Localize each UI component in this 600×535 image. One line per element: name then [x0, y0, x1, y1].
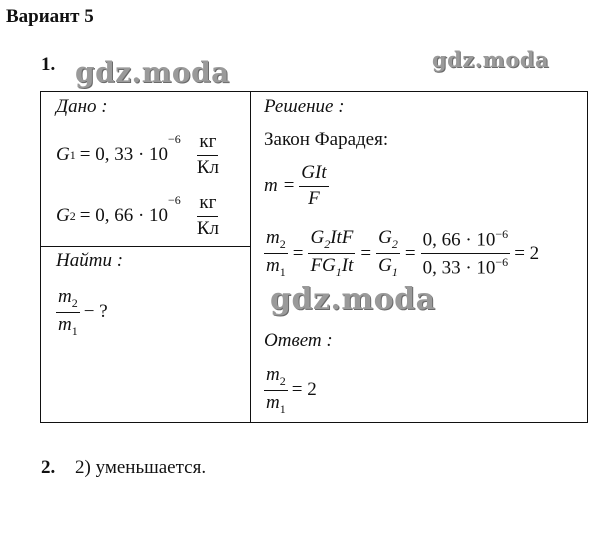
g-index: 2	[391, 237, 398, 252]
g1-unit	[195, 132, 221, 179]
m-symbol: m	[266, 255, 280, 277]
given-g2	[56, 193, 221, 240]
m-index: 2	[279, 237, 286, 252]
faraday-law: Закон Фарадея:	[264, 129, 389, 150]
m-symbol: m	[266, 364, 280, 385]
table-divider	[250, 91, 251, 423]
g2-index: 2	[69, 208, 76, 223]
equals-sign: =	[404, 242, 416, 264]
formula-fraction	[299, 163, 328, 210]
g-symbol: G	[378, 255, 392, 277]
ratio-numeric	[421, 228, 511, 279]
m-symbol: m	[266, 227, 280, 249]
formula-denominator: F	[308, 187, 320, 209]
ratio-g	[376, 228, 400, 279]
g2-exponent: −6	[168, 193, 181, 207]
g-index: 1	[335, 265, 342, 280]
numerator-value: 0, 66 · 10	[422, 229, 496, 251]
g2-value: = 0, 66 · 10	[79, 205, 169, 227]
denominator-start: FG	[310, 255, 336, 277]
ratio-derivation	[264, 228, 539, 279]
solution-label: Решение :	[264, 96, 345, 117]
task-2-number: 2.	[41, 457, 56, 478]
formula-numerator: GIt	[299, 163, 328, 187]
g-symbol: G	[378, 227, 392, 249]
m-symbol: m	[58, 313, 72, 335]
unit-denominator: Кл	[196, 217, 219, 239]
m-symbol: m	[266, 391, 280, 413]
m-index: 2	[71, 295, 78, 310]
find-ratio	[56, 287, 80, 338]
m-index: 2	[279, 373, 286, 388]
given-g1	[56, 132, 221, 179]
answer-expression	[264, 365, 317, 416]
find-label: Найти :	[56, 250, 124, 271]
variant-heading: Вариант 5	[6, 6, 94, 27]
watermark: gdz.moda	[75, 56, 230, 89]
g1-index: 1	[69, 147, 76, 162]
ratio-expanded	[308, 228, 355, 279]
find-expression	[56, 287, 108, 338]
numerator-exponent: −6	[495, 227, 509, 241]
g-index: 1	[391, 265, 398, 280]
m-symbol: m	[58, 286, 72, 307]
watermark: gdz.moda	[432, 47, 550, 72]
find-question: − ?	[83, 301, 108, 323]
g1-exponent: −6	[168, 132, 181, 146]
numerator-rest: ItF	[330, 227, 354, 249]
g1-symbol: G	[56, 144, 70, 166]
unit-denominator: Кл	[196, 156, 219, 178]
ratio-lhs	[264, 228, 288, 279]
equals-sign: =	[360, 242, 372, 264]
table-divider	[40, 246, 250, 247]
unit-numerator: кг	[197, 132, 218, 156]
ratio-result: = 2	[514, 242, 540, 264]
m-index: 1	[279, 265, 286, 280]
formula-lhs: m =	[264, 175, 296, 197]
task-2-answer: 2) уменьшается.	[75, 457, 207, 478]
g1-value: = 0, 33 · 10	[79, 144, 169, 166]
answer-value: = 2	[291, 379, 317, 401]
m-index: 1	[279, 401, 286, 416]
answer-label: Ответ :	[264, 330, 333, 351]
g2-symbol: G	[56, 205, 70, 227]
g2-unit	[195, 193, 221, 240]
denominator-rest: It	[341, 255, 354, 277]
g-symbol: G	[310, 227, 325, 249]
equals-sign: =	[292, 242, 304, 264]
g-index: 2	[324, 237, 331, 252]
given-label: Дано :	[56, 96, 108, 117]
answer-ratio	[264, 365, 288, 416]
denominator-exponent: −6	[495, 255, 509, 270]
m-index: 1	[71, 323, 78, 338]
denominator-value: 0, 33 · 10	[422, 257, 496, 279]
task-1-number: 1.	[41, 54, 56, 75]
unit-numerator: кг	[197, 193, 218, 217]
watermark: gdz.moda	[270, 282, 436, 317]
faraday-formula	[264, 163, 329, 210]
